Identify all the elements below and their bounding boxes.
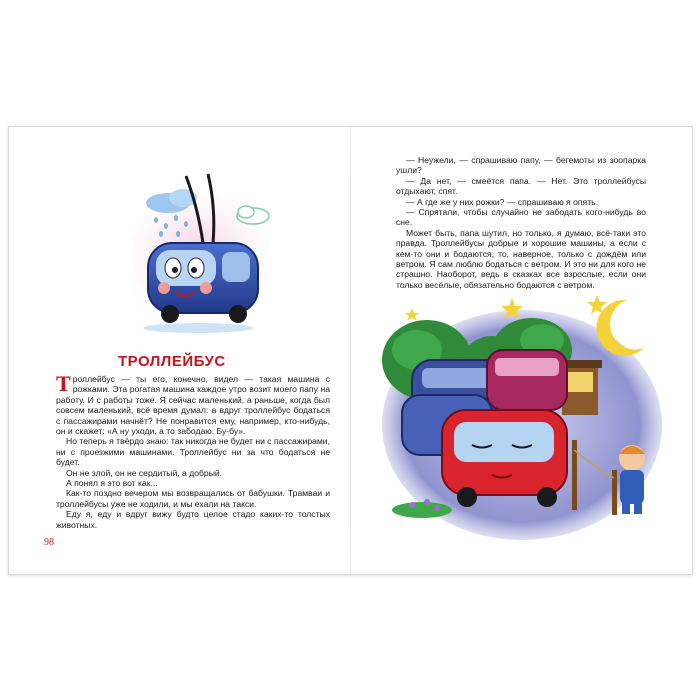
paragraph: — Неужели, — спрашиваю папу, — бегемоты из зоопарка ушли?: [396, 155, 646, 176]
paragraph: Может быть, папа шутил, но только, я думаю, всё-таки это правда. Троллейбусы добрые и хорошие машины, а если с кем-то они и бодаются, то, наверное, только с дождём или ветром. Я сам люблю бодаться с ветром. И это ни для кого не страшно. Наоборот, ведь в сказках все взрослые, если они только весёлые, обязательно бодаются с ветром.: [396, 227, 646, 290]
drop-cap: Т: [56, 371, 71, 396]
trolleybus-illustration-small: [128, 168, 278, 338]
page-number: 98: [44, 537, 54, 548]
boy-character: [619, 445, 645, 514]
paragraph: А понял я это вот как...: [66, 478, 158, 489]
paragraph: Он не злой, он не сердитый, а добрый.: [66, 467, 223, 478]
paragraph: [56, 371, 330, 437]
paragraph: Еду я, еду и вдруг вижу будто целое стадо каких-то толстых животных.: [56, 509, 330, 530]
left-column-text: [56, 371, 330, 530]
paragraph: — А где же у них рожки? — спрашиваю я опять.: [406, 196, 598, 207]
stars: [405, 295, 607, 321]
paragraph: Но теперь я твёрдо знаю: так никогда не будет ни с пассажирами, ни с проезжими машинами. Троллейбус ни за что бодаться не будет.: [56, 436, 330, 468]
page-gutter: [350, 127, 351, 574]
sleeping-trolleybuses-illustration: [382, 290, 662, 540]
paragraph-text: роллейбус — ты его, конечно, видел — такая машина с рожками. Эта рогатая машина каждое утро возит моего папу на работу. И с работы тоже. Я сейчас маленький, а раньше, когда был совсем маленький, всё время думал: а вдруг троллейбус бодаться с пассажирами начнёт? Не понравится ему, например, кто-нибудь, он и скажет: «А ну уходи, а то забодаю. Бу-бу».: [56, 374, 330, 437]
paragraph: Как-то поздно вечером мы возвращались от бабушки. Трамваи и троллейбусы уже не ходили, и мы ехали на такси.: [56, 488, 330, 509]
right-column-text: [396, 155, 646, 290]
paragraph: — Да нет, — смеётся папа. — Нет. Это троллейбусы отдыхают, спят.: [396, 175, 646, 197]
page-title: ТРОЛЛЕЙБУС: [118, 353, 226, 370]
paragraph: — Спрятали, чтобы случайно не забодать кого-нибудь во сне.: [396, 207, 646, 228]
